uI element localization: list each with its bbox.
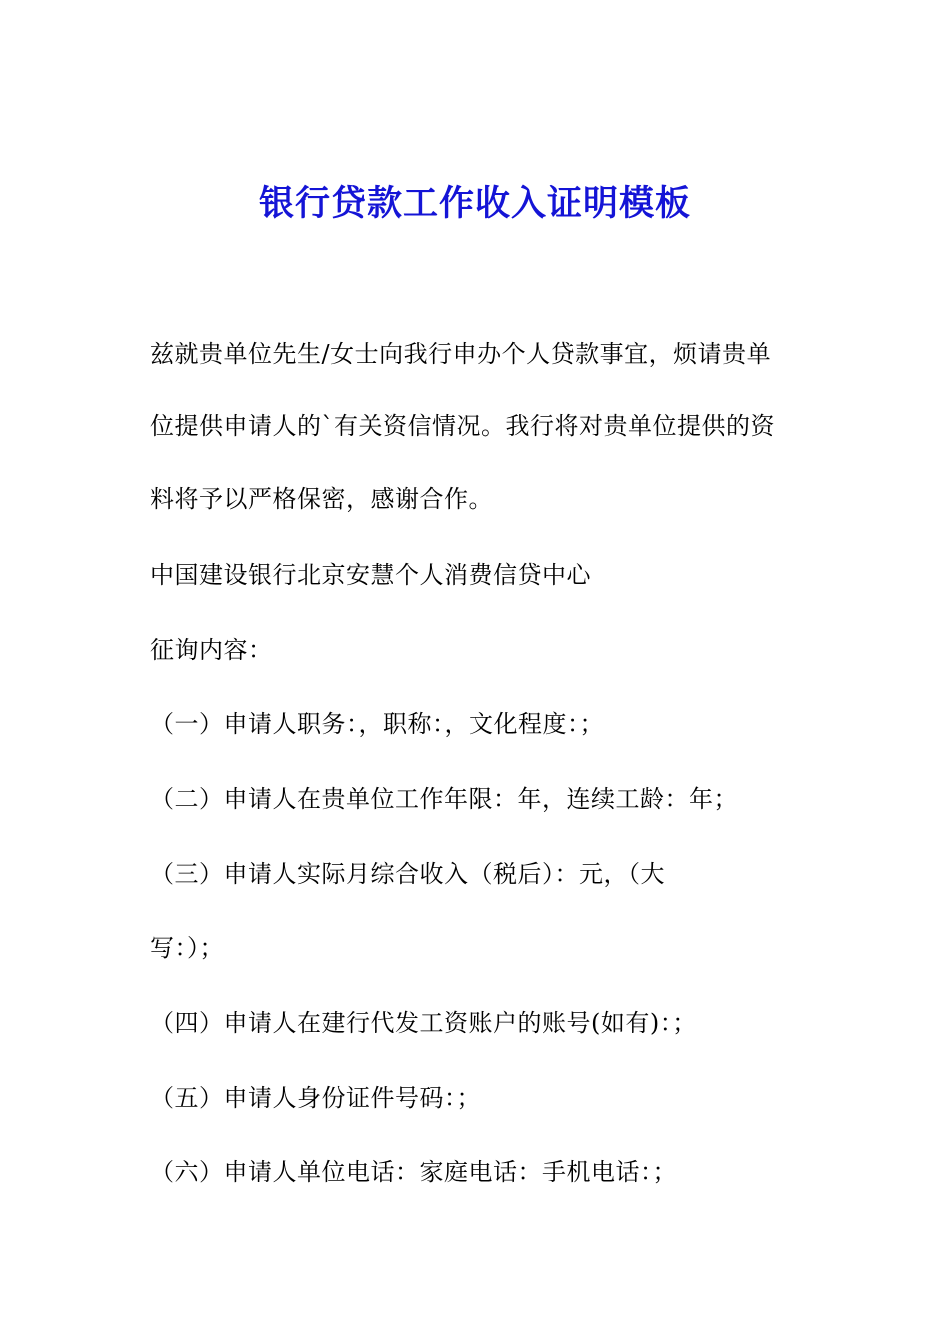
intro-line-3: 料将予以严格保密，感谢合作。 bbox=[150, 485, 493, 513]
inquiry-item-5: （五）申请人身份证件号码：； bbox=[150, 1084, 481, 1112]
inquiry-item-3-continued: 写：）； bbox=[150, 934, 224, 962]
inquiry-item-4: （四）申请人在建行代发工资账户的账号(如有)：； bbox=[150, 1009, 697, 1037]
intro-line-2: 位提供申请人的`有关资信情况。我行将对贵单位提供的资 bbox=[150, 412, 775, 440]
intro-line-1: 兹就贵单位先生/女士向我行申办个人贷款事宜，烦请贵单 bbox=[150, 340, 772, 368]
inquiry-item-2: （二）申请人在贵单位工作年限：年，连续工龄：年； bbox=[150, 785, 738, 813]
inquiry-item-6: （六）申请人单位电话：家庭电话：手机电话：； bbox=[150, 1158, 677, 1186]
document-title: 银行贷款工作收入证明模板 bbox=[258, 183, 691, 224]
bank-name: 中国建设银行北京安慧个人消费信贷中心 bbox=[150, 561, 591, 589]
inquiry-item-3: （三）申请人实际月综合收入（税后）：元，（大 bbox=[150, 860, 665, 888]
inquiry-item-1: （一）申请人职务：，职称：，文化程度：； bbox=[150, 710, 604, 738]
inquiry-heading: 征询内容： bbox=[150, 636, 273, 664]
